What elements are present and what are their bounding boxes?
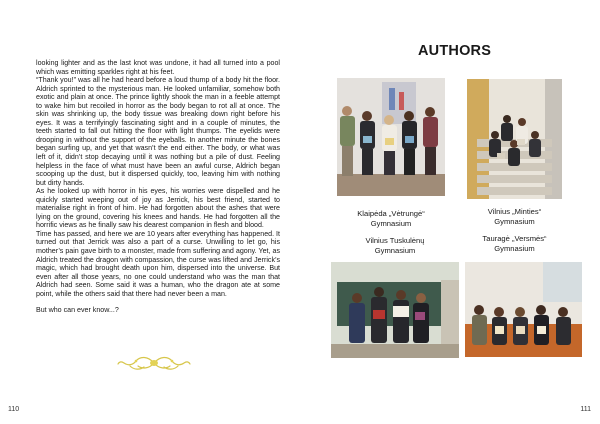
authors-heading: AUTHORS <box>418 43 492 59</box>
photo-taurage-group <box>465 262 582 357</box>
story-paragraph-1: looking lighter and as the last knot was undone, it had all turned into a pool which was emitting sparkles right at his feet. <box>36 59 280 76</box>
caption-klaipeda-school: Klaipėda „Vėtrungė“ <box>357 209 425 218</box>
caption-vilnius-minties-school: Vilnius „Minties“ <box>487 207 542 216</box>
caption-vilnius-minties-type: Gymnasium <box>494 216 535 226</box>
caption-klaipeda-type: Gymnasium <box>370 218 412 228</box>
page-number-right: 111 <box>580 406 591 413</box>
right-page <box>300 0 600 424</box>
story-closing-line: But who can ever know...? <box>36 306 119 315</box>
story-paragraph-2: “Thank you!” was all he had heard before a loud thump of a body hit the floor. Aldrich sprinted to the mysterious man. He looked unfamiliar, somehow both exotic and plain at once. The prince lightly shook the man in a feeble attempt to wake him but recoiled in horror as the body began to rot all at once. The skin was shrinking up, the body tissue was breaking down right before his eyes. It was a terrifyingly fascinating sight and in a couple of minutes, the teeth started to fall out hitting the floor with light thumps. The eyelids were drooping in without the support of the eyeballs. In another minute the bones began surfing up, and yet that wasn’t the end either. The body, or what was left of it, didn’t stop decaying until it was nothing but a pile of dust. Feeling helpless in the face of what must have been an awful curse, Aldrich began scooping up the dust, but it dispersed quickly, too, leaving him with nothing but dirty hands. <box>36 76 280 187</box>
caption-taurage <box>467 234 562 253</box>
caption-klaipeda <box>337 209 445 228</box>
caption-taurage-school: Tauragė „Versmės“ <box>482 234 547 243</box>
photo-vilnius-minties-group <box>467 79 562 199</box>
caption-vilnius-minties <box>467 207 562 226</box>
caption-taurage-type: Gymnasium <box>494 243 535 253</box>
caption-vilnius-tuskulenu-type: Gymnasium <box>374 245 416 255</box>
caption-vilnius-tuskulenu <box>331 236 459 255</box>
story-paragraph-3: As he looked up with horror in his eyes, his worries were dispelled and he quickly started weeping out of joy as Jerrick, his best friend, started to materialise right in front of him. He had forgotten about the ashes that were lying on the ground, covering his knees and hands. He had forgotten all the horrific views as he finally saw his dearest companion in flesh and blood. <box>36 187 280 230</box>
photo-klaipeda-group <box>337 78 445 196</box>
story-text <box>36 59 280 315</box>
page-number-left: 110 <box>8 406 20 413</box>
decorative-flourish-icon <box>116 354 192 372</box>
story-paragraph-4: Time has passed, and here we are 10 years after everything has happened. It turned out that Jerrick was also a part of a curse. Unwilling to let go, his mother’s pain gave birth to a monster, made from suffering and agony. Yet, as Aldrich treated the dragon with compassion, the curse was lifted and Jerrick’s magic, which had brought death upon him, dispersed into the universe. But even after all those years, no one could understand who was the man that Aldrich had seen. Some said it was a human, who the dragon ate at some point, while the others said that there had never been a man. <box>36 229 280 298</box>
photo-vilnius-tuskulenu-group <box>331 262 459 358</box>
caption-vilnius-tuskulenu-school: Vilnius Tuskulėnų <box>365 236 425 245</box>
